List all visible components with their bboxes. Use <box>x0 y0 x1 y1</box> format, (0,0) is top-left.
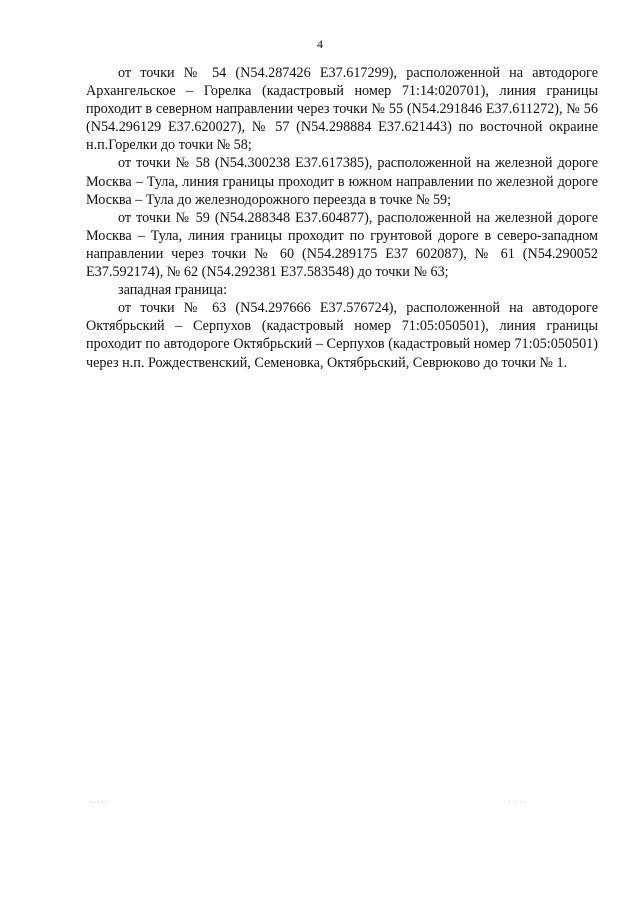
page-number: 4 <box>317 37 323 51</box>
document-body <box>86 64 598 372</box>
paragraph-western-border-heading: западная граница: <box>118 282 228 299</box>
paragraph-point-59: от точки № 59 (N54.288348 E37.604877), расположенной на железной дороге Москва – Тула, линия границы проходит по грунтовой дороге в северо-западном направлении через точки № 60 (N54.289175 E37 602087), № 61 (N54.290052 E37.592174), № 62 (N54.292381 E37.583548) до точки № 63; <box>86 209 598 281</box>
paragraph-point-63: от точки № 63 (N54.297666 E37.576724), расположенной на автодороге Октябрьский – Серпухов (кадастровый номер 71:05:050501), линия границы проходит по автодороге Октябрьский – Серпухов (кадастровый номер 71:05:050501) через н.п. Рождественский, Семеновка, Октябрьский, Севрюково до точки № 1. <box>86 300 598 371</box>
paragraph-point-58: от точки № 58 (N54.300238 E37.617385), расположенной на железной дороге Москва – Тула, линия границы проходит в южном направлении по железной дороге Москва – Тула до железнодорожного переезда в точке № 59; <box>86 155 598 208</box>
scan-mark-left: ····· <box>90 798 109 807</box>
paragraph-point-54: от точки № 54 (N54.287426 E37.617299), расположенной на автодороге Архангельское – Горелка (кадастровый номер 71:14:020701), линия границы проходит в северном направлении через точки № 55 (N54.291846 E37.611272), № 56 (N54.296129 E37.620027), № 57 (N54.298884 E37.621443) по восточной окраине н.п.Горелки до точки № 58; <box>86 65 598 154</box>
scan-mark-right: ····· <box>508 798 527 807</box>
